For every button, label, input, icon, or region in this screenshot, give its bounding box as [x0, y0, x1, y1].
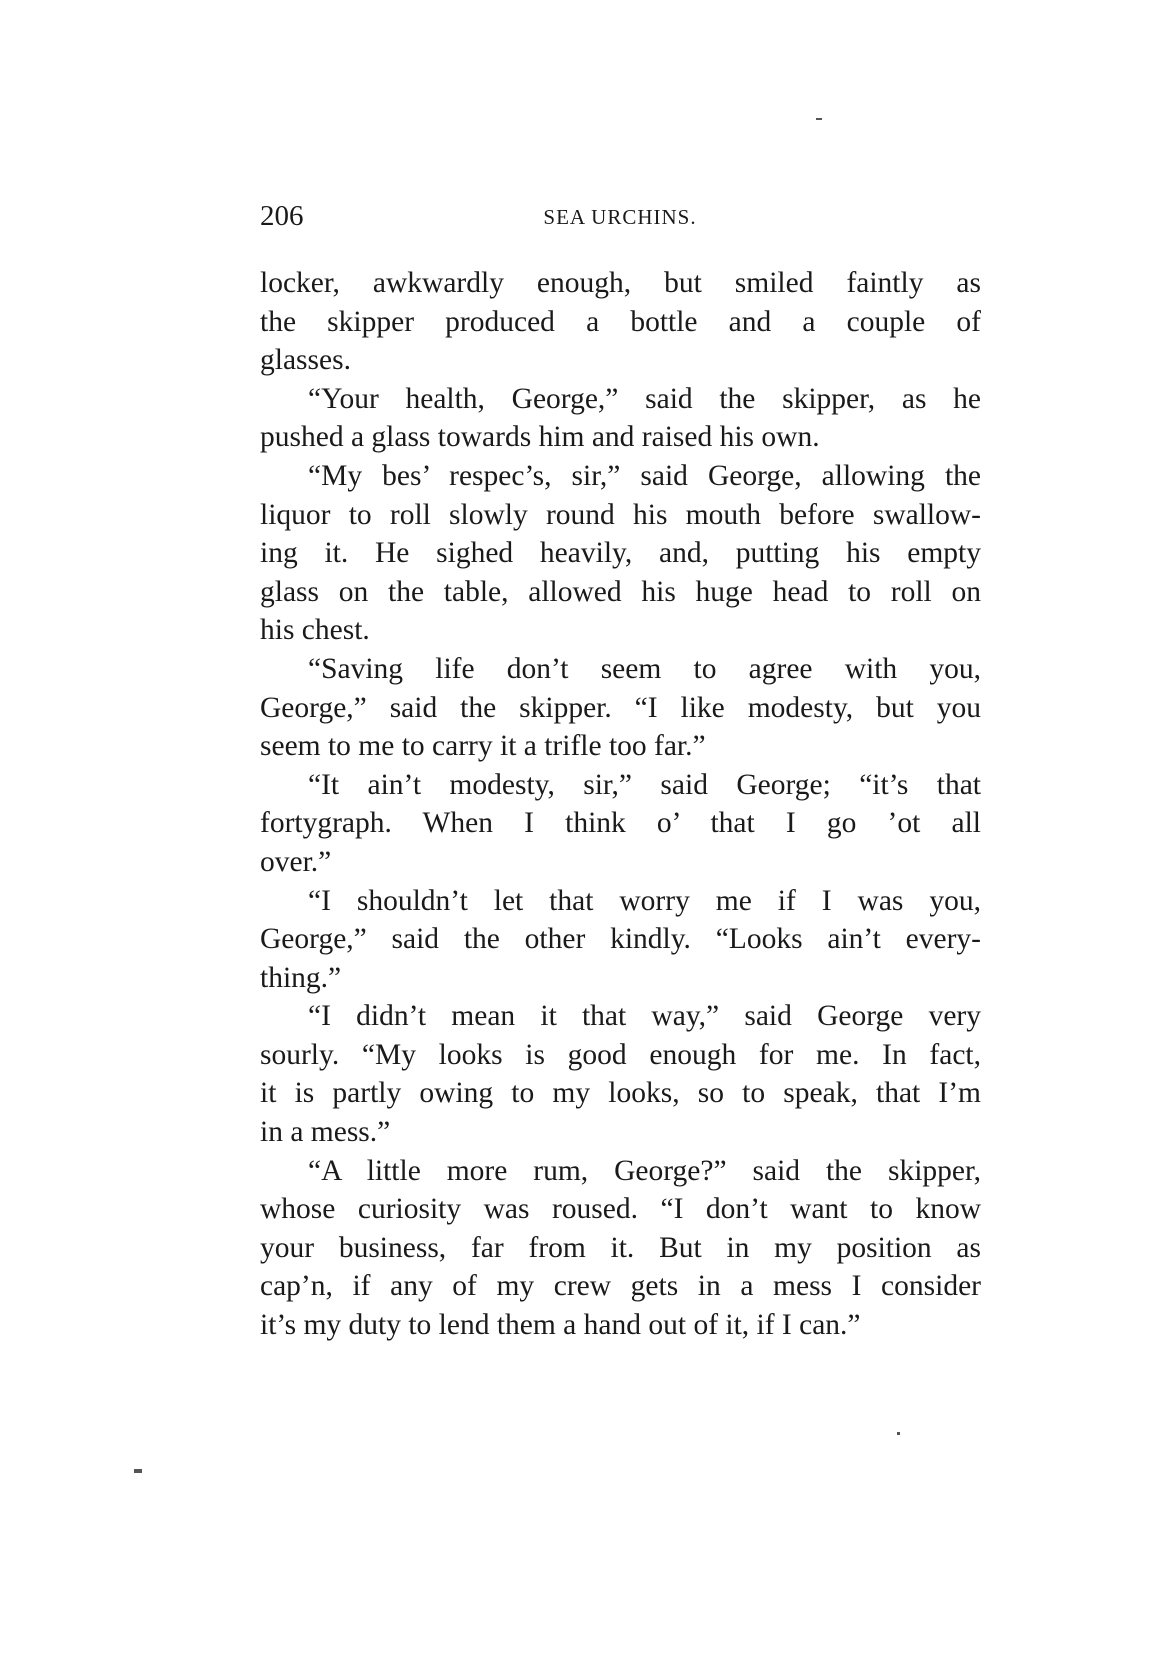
paragraph: [260, 882, 981, 998]
text-line: George,” said the other kindly. “Looks ain’t every-: [260, 923, 981, 956]
paragraph: [260, 650, 981, 766]
text-line: “Saving life don’t seem to agree with you,: [308, 652, 981, 685]
text-line: “It ain’t modesty, sir,” said George; “it’s that: [308, 768, 981, 801]
text-line: over.”: [260, 845, 332, 878]
text-line: pushed a glass towards him and raised his own.: [260, 421, 820, 454]
text-line: it is partly owing to my looks, so to speak, that I’m: [260, 1077, 981, 1110]
text-line: sourly. “My looks is good enough for me. In fact,: [260, 1038, 981, 1071]
text-line: liquor to roll slowly round his mouth before swallow-: [260, 498, 981, 531]
paragraph: [260, 264, 981, 380]
running-head: SEA URCHINS.: [543, 205, 697, 229]
print-speck: [816, 118, 822, 120]
text-line: “My bes’ respec’s, sir,” said George, allowing the: [308, 459, 981, 492]
text-line: “Your health, George,” said the skipper, as he: [308, 382, 981, 415]
text-line: seem to me to carry it a trifle too far.”: [260, 730, 706, 763]
body-text: [260, 264, 981, 1345]
text-line: cap’n, if any of my crew gets in a mess I consider: [260, 1270, 981, 1303]
text-line: glass on the table, allowed his huge head to roll on: [260, 575, 981, 608]
page-header: [260, 196, 980, 236]
text-line: glasses.: [260, 344, 351, 377]
text-line: it’s my duty to lend them a hand out of it, if I can.”: [260, 1309, 861, 1342]
paragraph: [260, 380, 981, 457]
text-line: in a mess.”: [260, 1116, 391, 1149]
paragraph: [260, 1152, 981, 1345]
text-line: ing it. He sighed heavily, and, putting his empty: [260, 537, 981, 570]
paragraph: [260, 997, 981, 1151]
paragraph: [260, 457, 981, 650]
text-line: George,” said the skipper. “I like modesty, but you: [260, 691, 981, 724]
text-line: whose curiosity was roused. “I don’t want to know: [260, 1193, 981, 1226]
print-speck: [134, 1469, 142, 1473]
text-line: thing.”: [260, 961, 342, 994]
text-line: “I shouldn’t let that worry me if I was you,: [308, 884, 981, 917]
text-line: locker, awkwardly enough, but smiled faintly as: [260, 267, 981, 299]
text-line: your business, far from it. But in my position as: [260, 1231, 981, 1264]
text-line: fortygraph. When I think o’ that I go ’ot all: [260, 807, 981, 840]
text-line: “A little more rum, George?” said the skipper,: [308, 1154, 981, 1187]
text-line: his chest.: [260, 614, 370, 647]
text-line: the skipper produced a bottle and a couple of: [260, 305, 981, 338]
page-number: 206: [260, 200, 304, 232]
paragraph: [260, 766, 981, 882]
print-speck: [897, 1432, 900, 1435]
text-line: “I didn’t mean it that way,” said George very: [308, 1000, 981, 1033]
